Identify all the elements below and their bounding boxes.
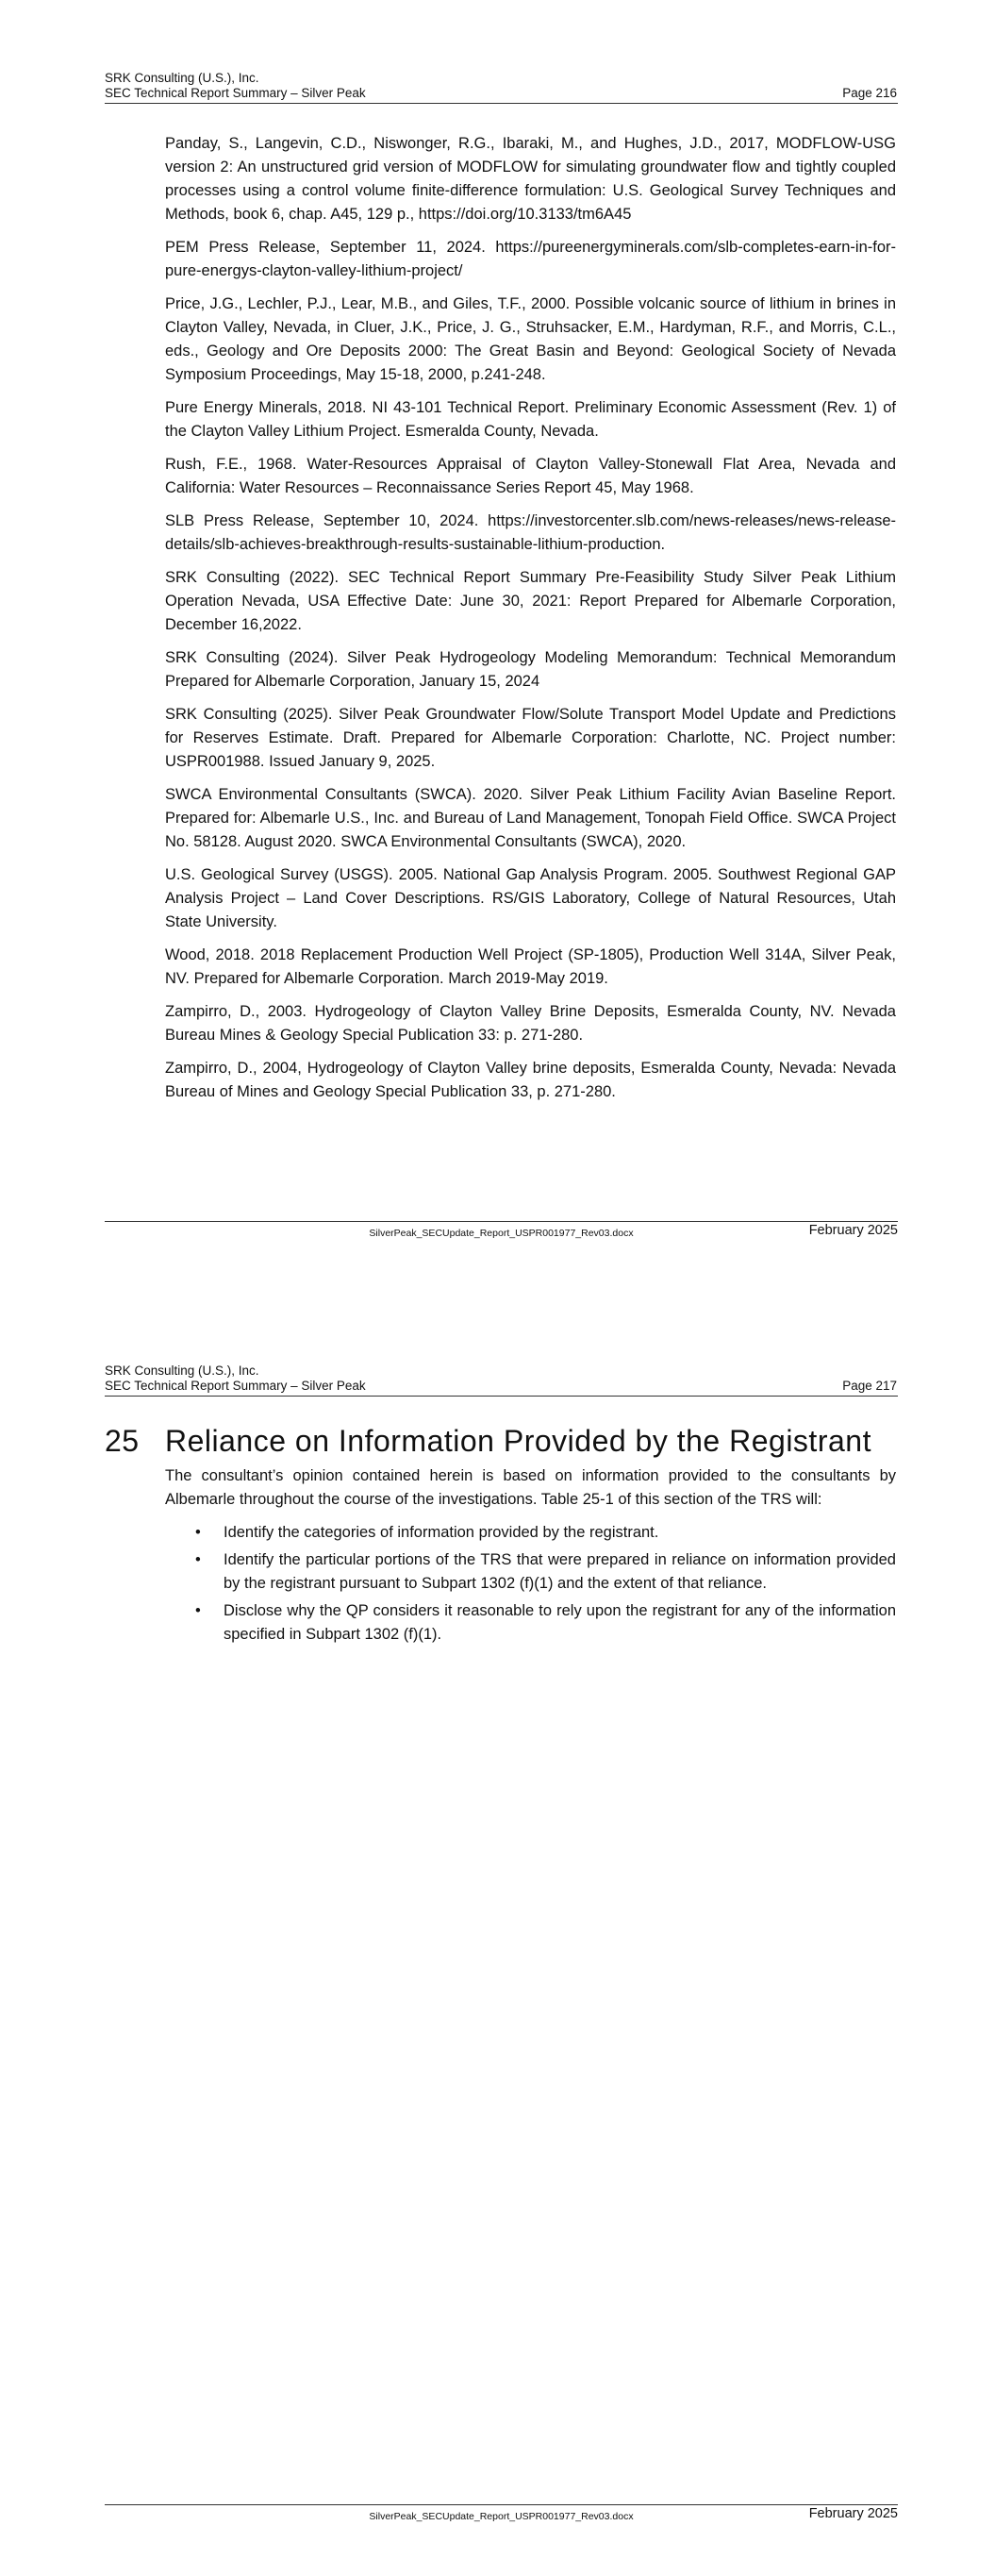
page-header: [105, 71, 897, 101]
header-page-number: Page 217: [842, 1379, 897, 1393]
reference-entry: Price, J.G., Lechler, P.J., Lear, M.B., and Giles, T.F., 2000. Possible volcanic source of lithium in brines in Clayton Valley, Nevada, in Cluer, J.K., Price, J. G., Struhsacker, E.M., Hardyman, R.F., and Morris, C.L., eds., Geology and Ore Deposits 2000: The Great Basin and Beyond: Geological Society of Nevada Symposium Proceedings, May 15-18, 2000, p.241-248.: [165, 295, 896, 383]
reference-entry: Rush, F.E., 1968. Water-Resources Appraisal of Clayton Valley-Stonewall Flat Area, Nevada and California: Water Resources – Reconnaissance Series Report 45, May 1968.: [165, 456, 896, 496]
bullet-icon: •: [195, 1524, 201, 1541]
list-item: • Identify the categories of information provided by the registrant.: [165, 1521, 896, 1545]
reference-entry: U.S. Geological Survey (USGS). 2005. National Gap Analysis Program. 2005. Southwest Regional GAP Analysis Project – Land Cover Descriptions. RS/GIS Laboratory, College of Natural Resources, Utah State University.: [165, 866, 896, 930]
bullet-icon: •: [195, 1602, 201, 1619]
document-page-217: [0, 1293, 995, 2576]
section-title: Reliance on Information Provided by the Registrant: [165, 1424, 871, 1458]
reference-entry: SLB Press Release, September 10, 2024. https://investorcenter.slb.com/news-releases/news-release-details/slb-achieves-breakthrough-results-sustainable-lithium-production.: [165, 512, 896, 553]
list-item: • Disclose why the QP considers it reasonable to rely upon the registrant for any of the information specified in Subpart 1302 (f)(1).: [165, 1599, 896, 1647]
header-company: SRK Consulting (U.S.), Inc.: [105, 71, 259, 85]
reference-entry: SWCA Environmental Consultants (SWCA). 2020. Silver Peak Lithium Facility Avian Baseline Report. Prepared for: Albemarle U.S., Inc. and Bureau of Land Management, Tonopah Field Office. SWCA Project No. 58128. August 2020. SWCA Environmental Consultants (SWCA), 2020.: [165, 786, 896, 850]
reference-entry: Zampirro, D., 2004, Hydrogeology of Clayton Valley brine deposits, Esmeralda County, Nevada: Nevada Bureau of Mines and Geology Special Publication 33, p. 271-280.: [165, 1060, 896, 1100]
bullet-list: [165, 1521, 896, 1647]
header-company: SRK Consulting (U.S.), Inc.: [105, 1363, 259, 1378]
section-heading: [105, 1423, 916, 1459]
reference-entry: SRK Consulting (2024). Silver Peak Hydrogeology Modeling Memorandum: Technical Memorandum Prepared for Albemarle Corporation, January 15, 2024: [165, 649, 896, 690]
header-page-number: Page 216: [842, 86, 897, 100]
references-list: [165, 132, 896, 1113]
reference-entry: SRK Consulting (2025). Silver Peak Groundwater Flow/Solute Transport Model Update and Predictions for Reserves Estimate. Draft. Prepared for Albemarle Corporation: Charlotte, NC. Project number: USPR001988. Issued January 9, 2025.: [165, 706, 896, 770]
bullet-icon: •: [195, 1551, 201, 1568]
reference-entry: SRK Consulting (2022). SEC Technical Report Summary Pre-Feasibility Study Silver Peak Lithium Operation Nevada, USA Effective Date: June 30, 2021: Report Prepared for Albemarle Corporation, December 16,2022.: [165, 569, 896, 633]
footer-date: February 2025: [808, 2506, 898, 2521]
footer-date: February 2025: [808, 1223, 898, 1238]
list-item: • Identify the particular portions of the TRS that were prepared in reliance on information provided by the registrant pursuant to Subpart 1302 (f)(1) and the extent of that reliance.: [165, 1548, 896, 1596]
footer-filename: SilverPeak_SECUpdate_Report_USPR001977_Rev03.docx: [369, 1228, 634, 1239]
reference-entry: PEM Press Release, September 11, 2024. https://pureenergyminerals.com/slb-completes-earn-in-for-pure-energys-clayton-valley-lithium-project/: [165, 239, 896, 279]
section-intro: The consultant’s opinion contained herein is based on information provided to the consultants by Albemarle throughout the course of the investigations. Table 25-1 of this section of the TRS will:: [165, 1467, 896, 1508]
header-report-title: SEC Technical Report Summary – Silver Peak: [105, 1379, 366, 1393]
reference-entry: Zampirro, D., 2003. Hydrogeology of Clayton Valley Brine Deposits, Esmeralda County, NV. Nevada Bureau Mines & Geology Special Publication 33: p. 271-280.: [165, 1003, 896, 1044]
reference-entry: Pure Energy Minerals, 2018. NI 43-101 Technical Report. Preliminary Economic Assessment (Rev. 1) of the Clayton Valley Lithium Project. Esmeralda County, Nevada.: [165, 399, 896, 440]
footer-filename: SilverPeak_SECUpdate_Report_USPR001977_Rev03.docx: [369, 2511, 634, 2522]
section-number: 25: [105, 1424, 140, 1458]
reference-entry: Wood, 2018. 2018 Replacement Production Well Project (SP-1805), Production Well 314A, Silver Peak, NV. Prepared for Albemarle Corporation. March 2019-May 2019.: [165, 946, 896, 987]
section-body: [165, 1464, 896, 1650]
page-header: [105, 1363, 897, 1394]
header-report-title: SEC Technical Report Summary – Silver Peak: [105, 86, 366, 100]
reference-entry: Panday, S., Langevin, C.D., Niswonger, R.G., Ibaraki, M., and Hughes, J.D., 2017, MODFLOW-USG version 2: An unstructured grid version of MODFLOW for simulating groundwater flow and tightly coupled processes using a control volume finite-difference formulation: U.S. Geological Survey Techniques and Methods, book 6, chap. A45, 129 p., https://doi.org/10.3133/tm6A45: [165, 135, 896, 223]
footer-divider: [105, 2504, 898, 2505]
header-divider: [105, 1396, 898, 1397]
footer-divider: [105, 1221, 898, 1222]
header-divider: [105, 103, 898, 104]
